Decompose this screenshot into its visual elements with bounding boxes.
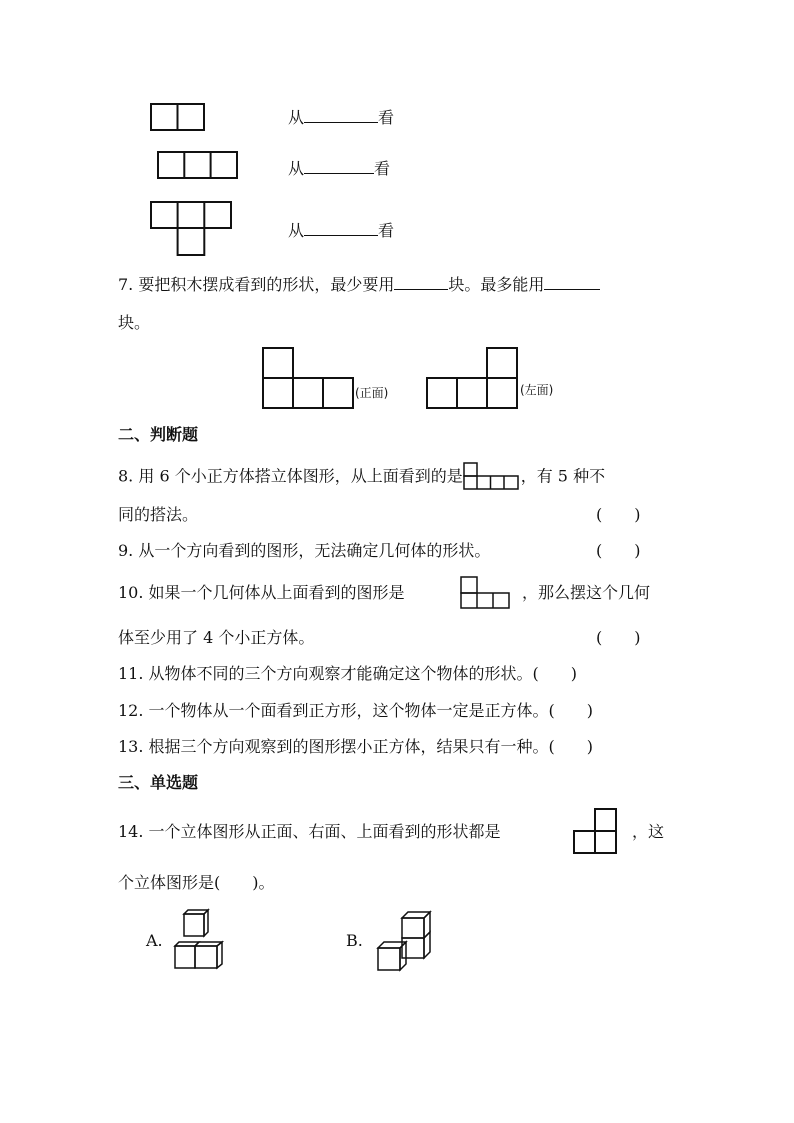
question-8-line-2: 同的搭法。 — [118, 505, 199, 524]
top-view-icon — [463, 462, 521, 492]
question-10-line-1: 10. 如果一个几何体从上面看到的图形是 — [118, 583, 405, 602]
view-figure-3 — [150, 201, 234, 257]
question-14-line-1: 14. 一个立体图形从正面、右面、上面看到的形状都是 — [118, 822, 501, 841]
option-a-cubes-figure[interactable] — [172, 908, 232, 972]
q10-top-view-icon — [460, 576, 512, 610]
question-7-line-1: 7. 要把积木摆成看到的形状，最少要用 块。最多能用 — [118, 273, 600, 296]
section-2-heading: 二、判断题 — [118, 425, 199, 444]
answer-paren-9[interactable]: ( ) — [596, 541, 641, 560]
left-label: (左面) — [520, 383, 554, 397]
view-row-3: 从 看 — [288, 221, 395, 240]
answer-blank[interactable] — [304, 106, 378, 123]
section-3-heading: 三、单选题 — [118, 773, 199, 792]
view-figure-1 — [150, 103, 206, 131]
question-13: 13. 根据三个方向观察到的图形摆小正方体，结果只有一种。( ) — [118, 737, 594, 756]
left-view-figure — [426, 347, 520, 411]
question-12: 12. 一个物体从一个面看到正方形，这个物体一定是正方体。( ) — [118, 701, 594, 720]
question-7-line-2: 块。 — [118, 313, 151, 332]
front-view-figure — [262, 347, 356, 411]
question-14-line-2: 个立体图形是( )。 — [118, 873, 275, 892]
answer-blank-min[interactable] — [394, 273, 448, 290]
q14-view-icon — [573, 808, 619, 858]
question-10-line-2: 体至少用了 4 个小正方体。 — [118, 628, 315, 647]
answer-blank-max[interactable] — [544, 273, 600, 290]
option-b-cubes-figure[interactable] — [372, 908, 436, 974]
view-row-1: 从 看 — [288, 108, 395, 127]
front-label: (正面) — [355, 386, 389, 400]
answer-blank[interactable] — [304, 219, 378, 236]
view-row-2: 从 看 — [288, 159, 391, 178]
question-14-line-1-end: ，这 — [632, 822, 665, 841]
option-a-label[interactable]: A. — [146, 931, 163, 950]
answer-paren-10[interactable]: ( ) — [596, 628, 641, 647]
question-10-line-1-end: ，那么摆这个几何 — [522, 583, 651, 602]
question-11: 11. 从物体不同的三个方向观察才能确定这个物体的形状。( ) — [118, 664, 578, 683]
question-8-line-1: 8. 用 6 个小正方体搭立体图形，从上面看到的是 ，有 5 种不 — [118, 462, 605, 492]
question-9: 9. 从一个方向看到的图形，无法确定几何体的形状。 — [118, 541, 491, 560]
answer-blank[interactable] — [304, 157, 374, 174]
answer-paren-8[interactable]: ( ) — [596, 505, 641, 524]
option-b-label[interactable]: B. — [346, 931, 363, 950]
view-figure-2 — [157, 151, 239, 179]
